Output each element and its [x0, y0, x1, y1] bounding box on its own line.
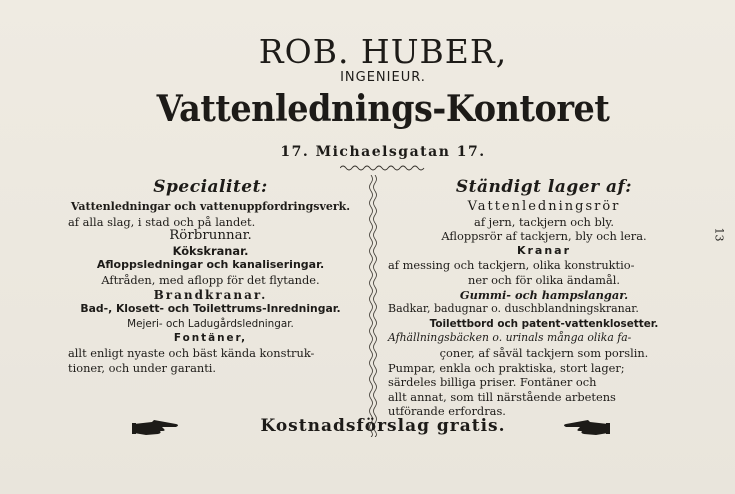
right-line-15: utförande erfordras. [388, 404, 506, 419]
right-line-1: Vattenledningsrör [467, 199, 621, 214]
stock-column [388, 176, 700, 419]
left-line-11: allt enligt nyaste och bäst kända konstruk- [68, 345, 315, 360]
left-line-12: tioner, och under garanti. [68, 360, 217, 375]
specialty-column [68, 176, 353, 375]
right-line-4: Kranar [516, 243, 572, 257]
right-line-7: Gummi- och hampslangar. [459, 287, 629, 302]
right-line-3: Afloppsrör af tackjern, bly och lera. [441, 229, 647, 244]
left-line-10: Fontäner, [173, 332, 248, 345]
right-line-5: af messing och tackjern, olika konstruktio- [388, 258, 635, 273]
right-line-6: ner och för olika ändamål. [468, 272, 620, 287]
left-line-8: Bad-, Klosett- och Toilettrums-Inredningar. [80, 302, 341, 316]
page-number: 13 [712, 227, 726, 242]
company-title: INGENIEUR. [340, 70, 426, 85]
pointing-hand-left-icon [560, 418, 610, 438]
footer-text: Kostnadsförslag gratis. [260, 416, 506, 436]
left-line-2: af alla slag, i stad och på landet. [68, 214, 256, 229]
left-line-7: Brandkranar. [153, 287, 268, 302]
office-heading: Vattenlednings-Kontoret [156, 88, 610, 130]
right-line-9: Toilettbord och patent-vattenklosetter. [429, 317, 659, 330]
specialty-heading: Specialitet: [153, 177, 268, 197]
ornament-squiggle [340, 164, 426, 172]
left-line-1: Vattenledningar och vattenuppfordringsverk. [70, 200, 351, 213]
left-line-9: Mejeri- och Ladugårdsledningar. [127, 317, 294, 330]
stock-heading: Ständigt lager af: [455, 177, 633, 197]
column-divider [366, 175, 380, 437]
left-line-4: Kökskranar. [172, 243, 249, 258]
footer [68, 416, 698, 442]
left-line-5: Afloppsledningar och kanaliseringar. [96, 258, 325, 272]
right-line-14: allt annat, som till närstående arbetens [388, 389, 616, 404]
right-line-12: Pumpar, enkla och praktiska, stort lager; [388, 360, 625, 375]
advertisement [68, 30, 698, 450]
company-name: ROB. HUBER, [258, 32, 508, 71]
street-address: 17. Michaelsgatan 17. [280, 144, 486, 160]
right-line-8: Badkar, badugnar o. duschblandningskranar. [388, 302, 639, 316]
right-line-2: af jern, tackjern och bly. [474, 214, 614, 229]
right-line-13: särdeles billiga priser. Fontäner och [388, 375, 597, 390]
right-line-10: Afhällningsbäcken o. urinals många olika fa- [388, 331, 632, 345]
right-line-11: çoner, af såväl tackjern som porslin. [439, 345, 649, 360]
left-line-6: Aftråden, med aflopp för det flytande. [101, 272, 320, 287]
left-line-3: Rörbrunnar. [169, 228, 252, 244]
